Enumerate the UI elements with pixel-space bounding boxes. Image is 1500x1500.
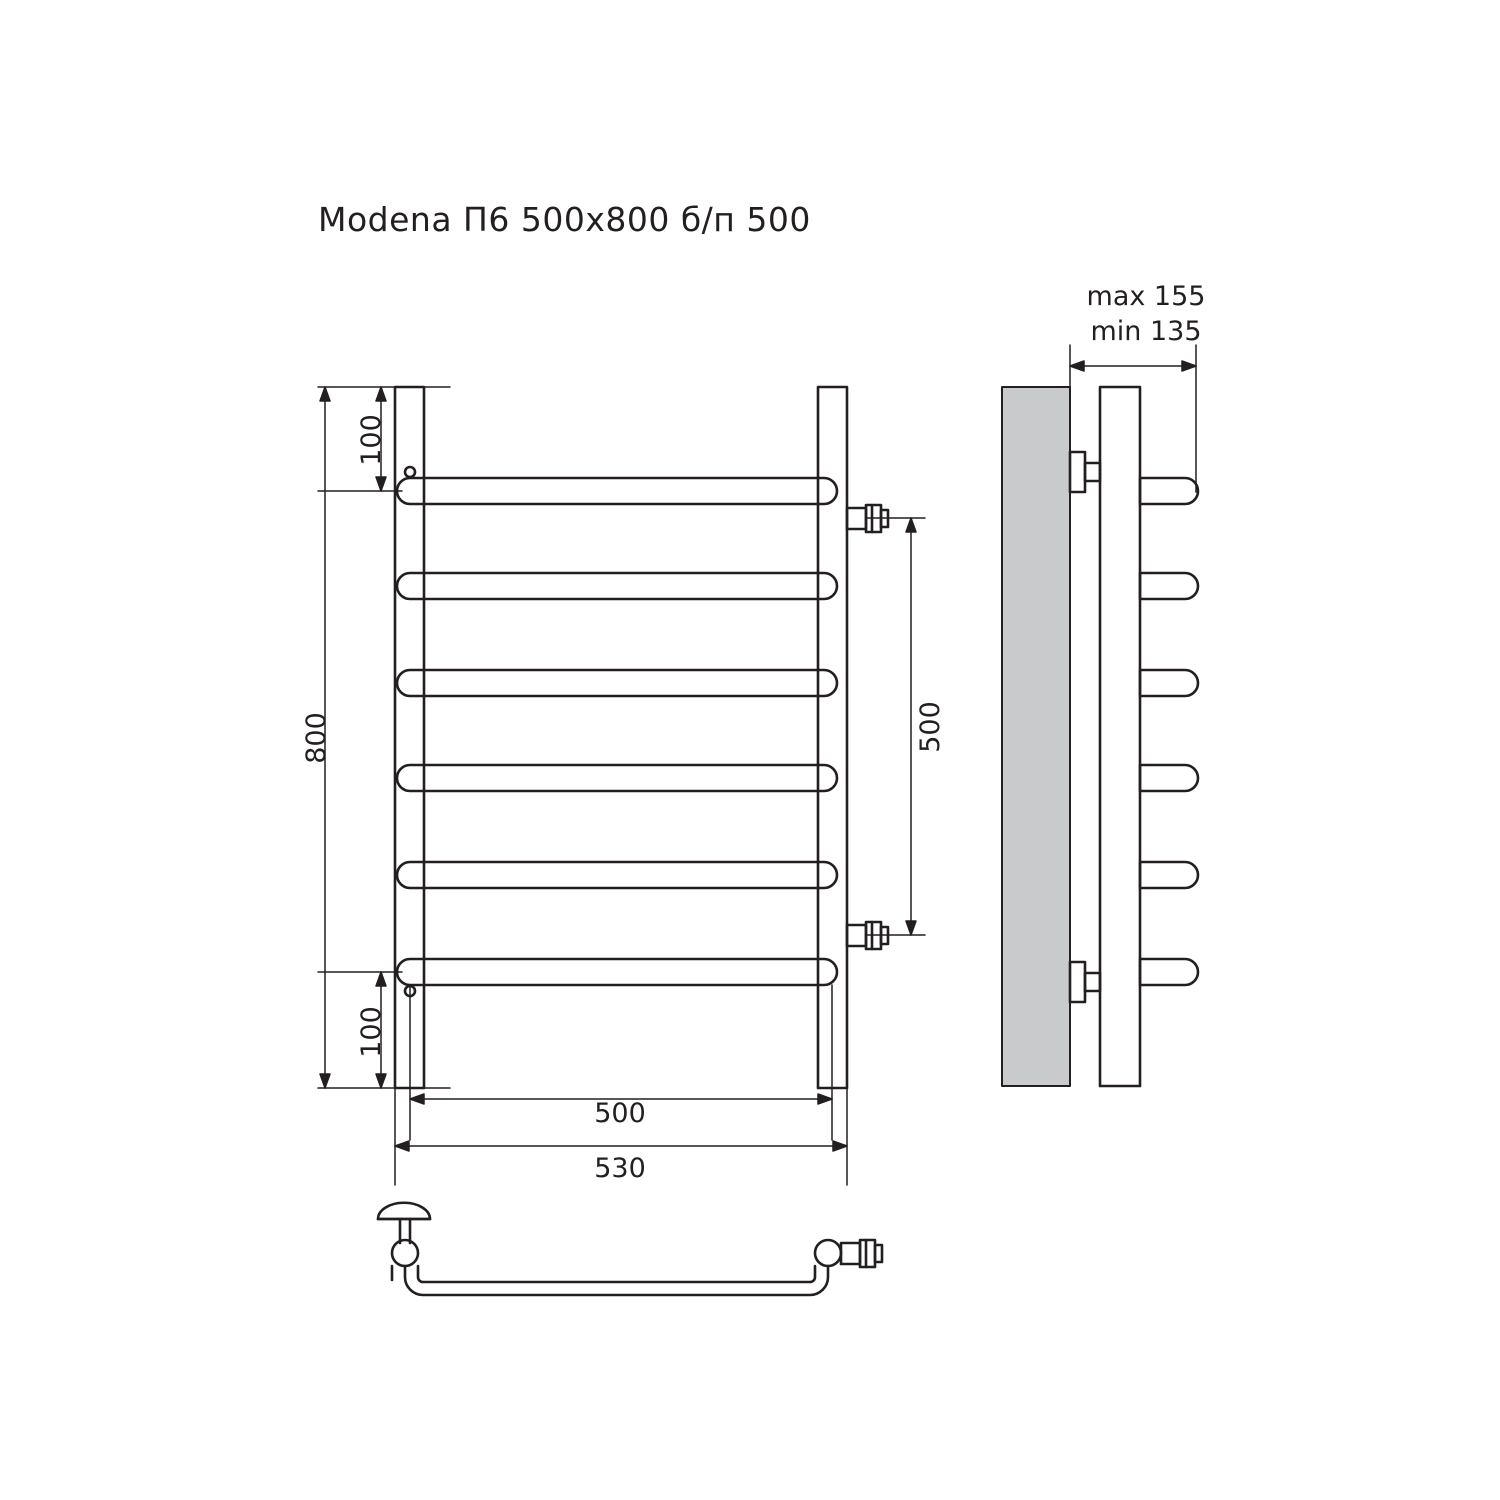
label-connector-spacing: 500 (914, 701, 946, 753)
top-connector (841, 1240, 882, 1267)
label-top-offset: 100 (355, 414, 387, 466)
front-view (395, 387, 888, 1088)
label-bottom-offset: 100 (355, 1006, 387, 1058)
front-rail-6 (397, 959, 837, 996)
side-dimensions (1070, 345, 1196, 492)
label-outer-width: 530 (594, 1153, 646, 1184)
label-min-depth: min 135 (1090, 316, 1202, 347)
front-rail-1 (397, 467, 837, 504)
label-total-height: 800 (300, 712, 332, 764)
wall-hatch (1002, 387, 1070, 1086)
front-rail-2 (397, 573, 837, 599)
top-bracket-left (392, 1240, 418, 1266)
front-rail-5 (397, 862, 837, 888)
side-bracket-top (1070, 452, 1100, 492)
front-left-post (395, 387, 424, 1088)
page-title: Modena П6 500x800 б/п 500 (318, 200, 811, 239)
side-rail-4 (1140, 765, 1198, 791)
side-rail-1 (1140, 478, 1198, 504)
front-rail-3 (397, 670, 837, 696)
top-view (378, 1203, 882, 1295)
label-inner-width: 500 (594, 1098, 646, 1129)
dimension-outer-width (395, 1141, 847, 1151)
front-rail-4 (397, 765, 837, 791)
side-post (1100, 387, 1140, 1086)
side-bracket-bottom (1070, 962, 1100, 1002)
side-view (1002, 387, 1198, 1086)
side-rail-3 (1140, 670, 1198, 696)
side-rail-5 (1140, 862, 1198, 888)
top-bracket-right (815, 1240, 841, 1266)
dimension-depth (1070, 361, 1196, 371)
side-rail-6 (1140, 959, 1198, 985)
label-max-depth: max 155 (1086, 281, 1206, 312)
side-rail-2 (1140, 573, 1198, 599)
